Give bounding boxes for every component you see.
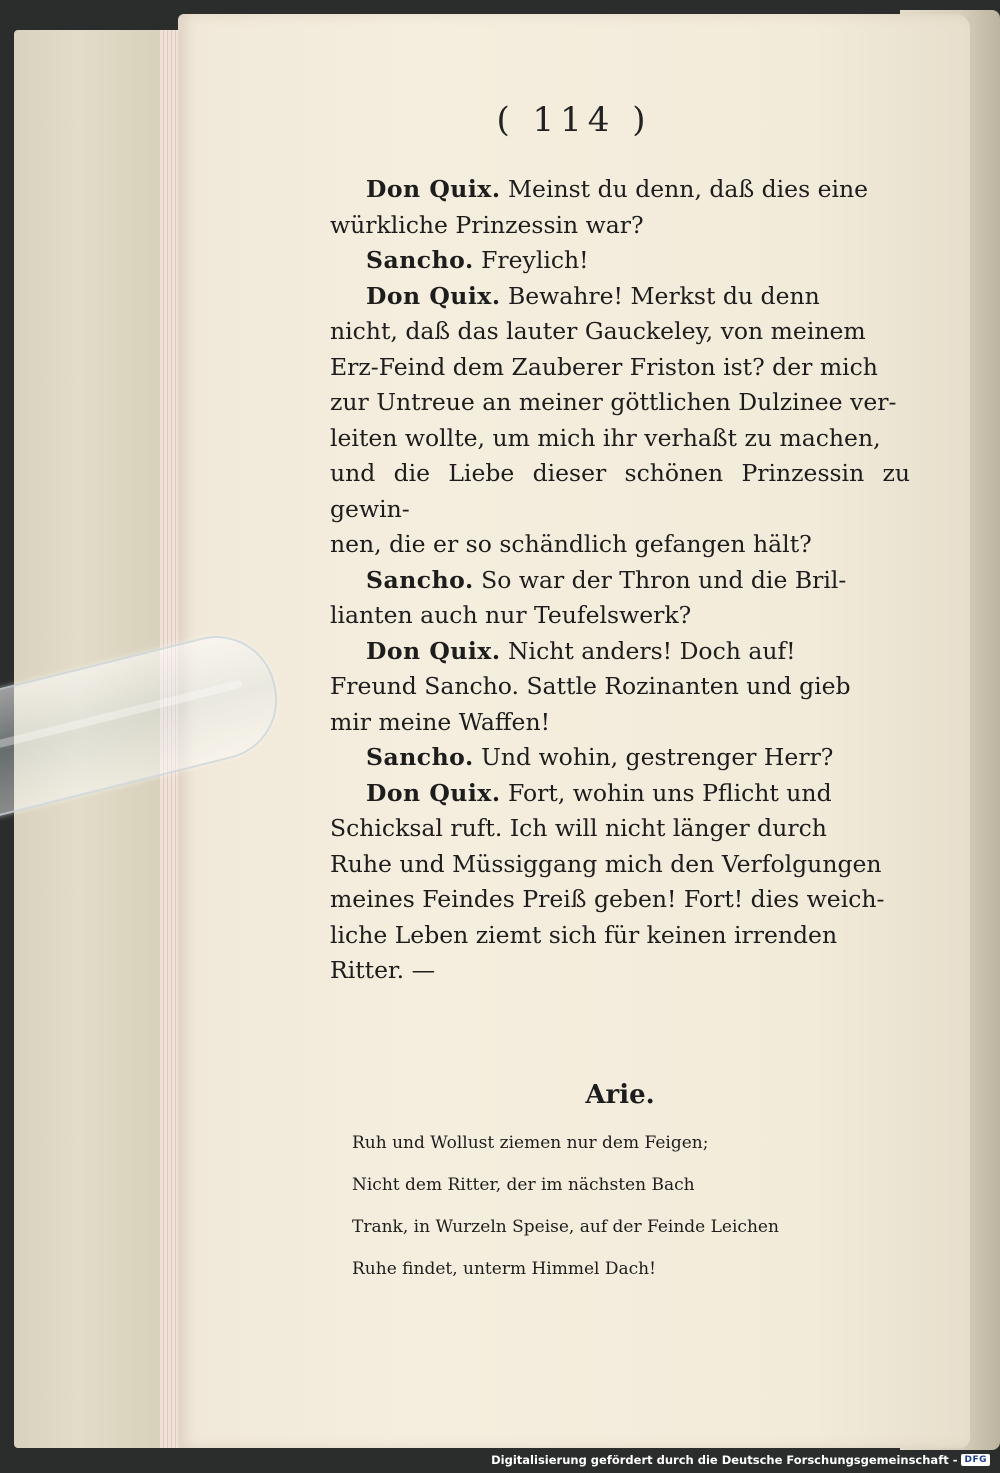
verse-line: Trank, in Wurzeln Speise, auf der Feinde Leichen <box>352 1217 779 1237</box>
dialogue-paragraph <box>330 563 910 634</box>
dialogue-line: würkliche Prinzessin war? <box>330 210 644 239</box>
verse-line: Ruh und Wollust ziemen nur dem Feigen; <box>352 1133 709 1153</box>
dialogue-text <box>330 172 910 989</box>
dialogue-line: mir meine Waffen! <box>330 707 551 736</box>
dialogue-line: Fort, wohin uns Pflicht und <box>507 778 832 807</box>
dialogue-line: Ritter. — <box>330 956 436 984</box>
aria-verses <box>352 1122 912 1290</box>
dialogue-line: Ruhe und Müssiggang mich den Verfolgungen <box>330 849 882 878</box>
speaker-name: Sancho. <box>366 743 474 771</box>
speaker-name: Sancho. <box>366 565 474 594</box>
verse-line: Ruhe findet, unterm Himmel Dach! <box>352 1259 656 1279</box>
dialogue-line: nicht, daß das lauter Gauckeley, von meinem <box>330 317 866 345</box>
footer-credit: Digitalisierung gefördert durch die Deutsche Forschungsgemeinschaft - <box>491 1453 958 1467</box>
dialogue-line: meines Feindes Preiß geben! Fort! dies weich- <box>330 885 885 913</box>
speaker-name: Don Quix. <box>366 281 501 310</box>
dialogue-line: Bewahre! Merkst du denn <box>507 281 820 310</box>
dialogue-line: zur Untreue an meiner göttlichen Dulzinee ver- <box>330 388 897 416</box>
dialogue-line: nen, die er so schändlich gefangen hält? <box>330 530 812 558</box>
dialogue-paragraph <box>330 279 910 563</box>
dialogue-paragraph <box>330 634 910 741</box>
dialogue-paragraph <box>330 740 910 776</box>
speaker-name: Don Quix. <box>366 636 501 665</box>
dialogue-line: So war der Thron und die Bril- <box>481 565 847 594</box>
dfg-logo: DFG <box>961 1454 990 1466</box>
dialogue-paragraph <box>330 172 910 243</box>
digitization-footer <box>491 1453 990 1467</box>
verse-line: Nicht dem Ritter, der im nächsten Bach <box>352 1175 695 1195</box>
page-number: ( 114 ) <box>496 100 652 140</box>
dialogue-line: Nicht anders! Doch auf! <box>507 636 796 665</box>
dialogue-paragraph <box>330 243 910 279</box>
dialogue-line: liche Leben ziemt sich für keinen irrenden <box>330 920 838 949</box>
dialogue-paragraph <box>330 776 910 989</box>
dialogue-line: Und wohin, gestrenger Herr? <box>481 743 834 771</box>
dialogue-line: Freylich! <box>481 246 589 274</box>
speaker-name: Sancho. <box>366 246 474 274</box>
dialogue-line: Meinst du denn, daß dies eine <box>507 175 869 203</box>
dialogue-line: Freund Sancho. Sattle Rozinanten und gieb <box>330 672 851 700</box>
dialogue-line: leiten wollte, um mich ihr verhaßt zu machen, <box>330 423 881 452</box>
dialogue-line: und die Liebe dieser schönen Prinzessin zu gewin- <box>330 459 910 523</box>
speaker-name: Don Quix. <box>366 175 501 203</box>
speaker-name: Don Quix. <box>366 778 501 807</box>
dialogue-line: Schicksal ruft. Ich will nicht länger durch <box>330 814 827 842</box>
aria-title: Arie. <box>585 1080 655 1110</box>
dialogue-line: Erz-Feind dem Zauberer Friston ist? der mich <box>330 352 878 381</box>
dialogue-line: lianten auch nur Teufelswerk? <box>330 601 692 629</box>
